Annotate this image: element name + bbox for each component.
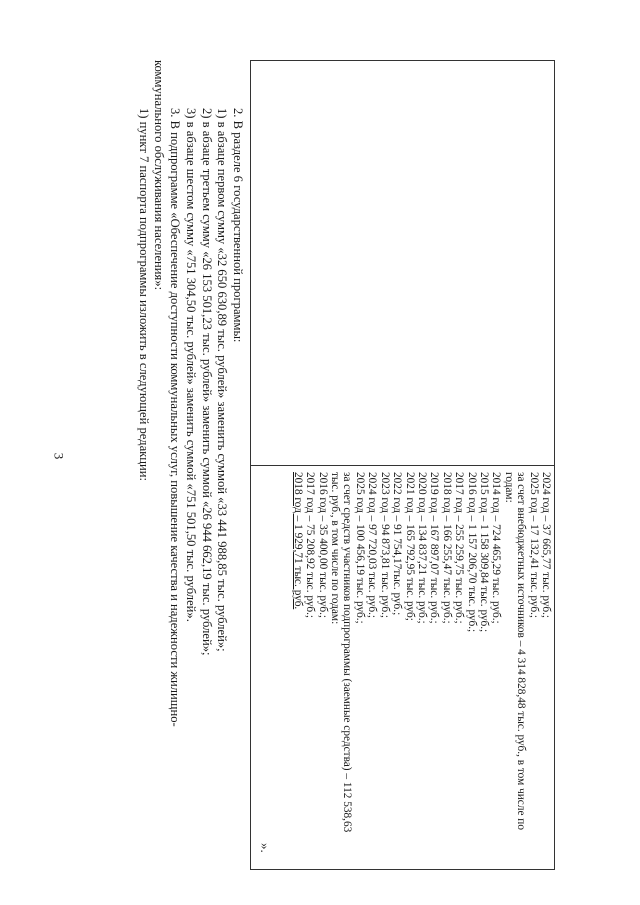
body-paragraph: 3. В подпрограмме «Обеспечение доступности коммунальных услуг, повышение качества и надежности жилищно- (168, 108, 183, 727)
passport-table (250, 60, 555, 870)
table-line: годам: (502, 472, 515, 503)
table-line: 2016 год – 35 400,00 тыс. руб.; (316, 472, 329, 619)
body-paragraph: 1) пункт 7 паспорта подпрограммы изложить в следующей редакции: (136, 108, 151, 482)
table-line: за счет внебюджетных источников – 4 314 828,48 тыс. руб., в том числе по (515, 472, 528, 830)
table-left-column (251, 61, 554, 466)
table-line: 2024 год – 97 720,03 тыс. руб.; (366, 472, 379, 619)
table-line: 2015 год – 1 158 309,84 тыс. руб.; (477, 472, 490, 633)
table-line: 2017 год – 255 259,75 тыс. руб.; (453, 472, 466, 624)
table-line: 2018 год – 1 929,71 тыс. руб. (291, 472, 304, 610)
table-line: 2017 год – 75 208,92 тыс. руб.; (304, 472, 317, 619)
table-line: 2021 год – 165 792,95 тыс. руб; (403, 472, 416, 621)
table-line: 2018 год – 166 255,47 тыс. руб.; (440, 472, 453, 624)
table-line: 2020 год – 134 837,21 тыс. руб.; (415, 472, 428, 624)
table-line: тыс. руб., в том числе по годам: (329, 472, 342, 625)
body-paragraph: 2) в абзаце третьем сумму «26 153 501,23 тыс. рублей» заменить суммой «26 944 662,19 тыс. рублей»; (199, 108, 214, 656)
table-line: 2016 год – 1 157 206,70 тыс. руб.; (465, 472, 478, 633)
body-paragraph: 2. В разделе 6 государственной программы: (231, 108, 245, 343)
document-body (135, 60, 245, 900)
table-line: за счет средств участников подпрограммы (заемные средства) – 112 538,63 (341, 472, 354, 833)
page-number: 3 (51, 452, 67, 460)
table-line: 2025 год – 17 132,41 тыс. руб.; (527, 472, 540, 619)
table-line: 2025 год – 100 456,19 тыс. руб.; (353, 472, 366, 624)
table-line: 2022 год – 91 754,17тыс. руб.; (391, 472, 404, 616)
body-paragraph: 3) в абзаце шестом сумму «751 304,50 тыс. рублей» заменить суммой «751 501,50 тыс. рублей». (183, 108, 198, 622)
table-right-column (251, 467, 554, 869)
closing-quote-mark: ». (258, 843, 273, 853)
body-paragraph: 1) в абзаце первом сумму «32 650 630,89 тыс. рублей» заменить суммой «33 441 988,85 тыс. рублей»; (215, 108, 230, 652)
table-line: 2024 год – 37 665,77 тыс. руб.; (540, 472, 552, 619)
body-paragraph: коммунального обслуживания населения»: (152, 60, 167, 291)
table-line: 2023 год – 94 873,81 тыс. руб.; (378, 472, 391, 619)
table-line: 2014 год – 724 465,29 тыс. руб.; (490, 472, 503, 624)
table-line: 2019 год – 167 897,07 тыс. руб.; (428, 472, 441, 624)
